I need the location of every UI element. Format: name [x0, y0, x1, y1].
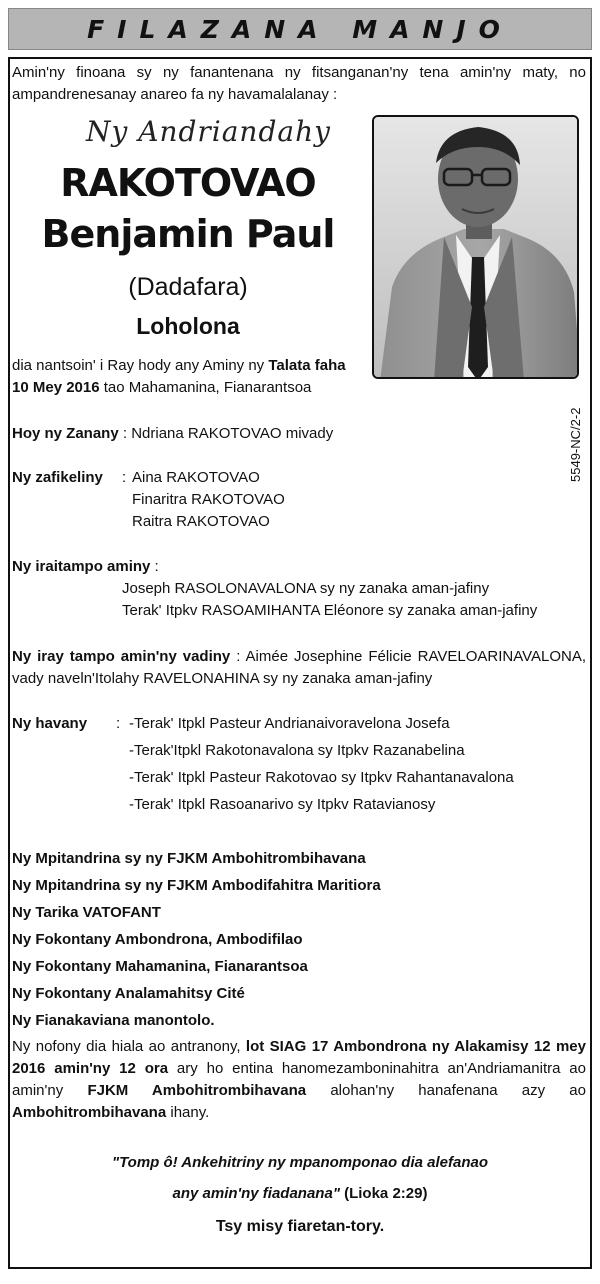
community-item: Ny Mpitandrina sy ny FJKM Ambodifahitra Maritiora — [12, 877, 381, 894]
inlaw-label: Ny iray tampo amin'ny vadiny — [12, 648, 231, 665]
death-notice-line1 — [12, 355, 346, 377]
honorific: Ny Andriandahy — [86, 115, 331, 148]
children-value: : Ndriana RAKOTOVAO mivady — [118, 425, 334, 442]
notice-header — [8, 8, 592, 50]
relative-item: -Terak' Itpkl Pasteur Rakotovao sy Itpkv Rahantanavalona — [129, 769, 514, 786]
intro-text: Amin'ny finoana sy ny fanantenana ny fitsanganan'ny tena amin'ny maty, no ampandrenesanay anareo fa ny havamalalanay : — [12, 64, 586, 103]
siblings-label: Ny iraitampo aminy — [12, 558, 151, 575]
grandchild-item: Aina RAKOTOVAO — [132, 469, 260, 486]
deceased-given-names: Benjamin Paul — [41, 212, 335, 256]
community-item: Ny Fokontany Analamahitsy Cité — [12, 985, 245, 1002]
community-item: Ny Fokontany Mahamanina, Fianarantsoa — [12, 958, 308, 975]
funeral-text-c: ary ho entina hanomezamboninahitra an'Andriamanitra ao amin'ny — [12, 1060, 586, 1099]
community-item: Ny Fianakaviana manontolo. — [12, 1012, 215, 1029]
relatives-label: Ny havany — [12, 715, 88, 732]
portrait-image — [374, 117, 579, 379]
sibling-item: Terak' Itpkv RASOAMIHANTA Eléonore sy zanaka aman-jafiny — [122, 602, 538, 619]
community-item: Ny Fokontany Ambondrona, Ambodifilao — [12, 931, 303, 948]
children-label: Hoy ny Zanany — [12, 425, 119, 442]
verse-line-1: "Tomp ô! Ankehitriny ny mpanomponao dia alefanao — [111, 1154, 489, 1171]
grandchild-item: Raitra RAKOTOVAO — [132, 513, 270, 530]
funeral-paragraph — [12, 1036, 586, 1124]
funeral-text-e: alohan'ny hanafenana azy ao — [306, 1082, 586, 1099]
verse-line-2 — [0, 1185, 600, 1202]
funeral-text-a: Ny nofony dia hiala ao antranony, — [12, 1038, 246, 1055]
death-notice-line2 — [12, 377, 311, 399]
reference-code: 5549-NC/2-2 — [568, 407, 583, 482]
funeral-burial-place: Ambohitrombihavana — [12, 1104, 167, 1121]
death-date-part2: 10 Mey 2016 — [12, 379, 100, 396]
community-item: Ny Tarika VATOFANT — [12, 904, 161, 921]
death-place: tao Mahamanina, Fianarantsoa — [99, 379, 312, 396]
grandchild-item: Finaritra RAKOTOVAO — [132, 491, 285, 508]
children-line — [12, 423, 333, 445]
death-notice-text-a: dia nantsoin' i Ray hody any Aminy ny — [12, 357, 269, 374]
siblings-line — [12, 556, 159, 578]
deceased-nickname: (Dadafara) — [128, 273, 248, 301]
relative-item: -Terak'Itpkl Rakotonavalona sy Itpkv Razanabelina — [129, 742, 465, 759]
header-title: FILAZANA MANJO — [87, 14, 513, 44]
verse-text: any amin'ny fiadanana" — [172, 1185, 340, 1202]
closing-line: Tsy misy fiaretan-tory. — [215, 1218, 385, 1235]
grandchildren-sep: : — [122, 469, 127, 486]
relative-item: -Terak' Itpkl Rasoanarivo sy Itpkv Ratavianosy — [129, 796, 436, 813]
portrait-photo — [372, 115, 579, 379]
funeral-text-g: ihany. — [166, 1104, 210, 1121]
community-item: Ny Mpitandrina sy ny FJKM Ambohitrombihavana — [12, 850, 366, 867]
funeral-location-time: lot SIAG 17 Ambondrona ny Alakamisy 12 mey 2016 amin'ny 12 ora — [12, 1038, 586, 1077]
death-date-part1: Talata faha — [268, 357, 346, 374]
funeral-church: FJKM Ambohitrombihavana — [87, 1082, 307, 1099]
deceased-title: Loholona — [136, 313, 240, 339]
grandchildren-label: Ny zafikeliny — [12, 469, 103, 486]
siblings-sep: : — [150, 558, 159, 575]
inlaw-value: : Aimée Josephine Félicie RAVELOARINAVALONA, vady naveln'Itolahy RAVELONAHINA sy ny zanaka aman-jafiny — [12, 648, 587, 687]
relative-item: -Terak' Itpkl Pasteur Andrianaivoravelona Josefa — [129, 715, 450, 732]
sibling-item: Joseph RASOLONAVALONA sy ny zanaka aman-jafiny — [122, 580, 490, 597]
inlaw-paragraph — [12, 646, 586, 690]
verse-reference: (Lioka 2:29) — [339, 1185, 428, 1202]
relatives-sep: : — [116, 715, 121, 732]
deceased-surname: RAKOTOVAO — [60, 161, 316, 205]
